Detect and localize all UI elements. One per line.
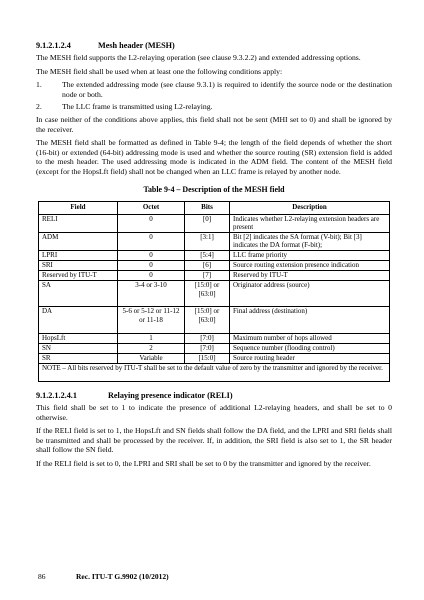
list-item-number: 2.: [36, 102, 42, 112]
table-row: [39, 260, 390, 270]
cell-octet: 1: [118, 333, 185, 343]
cell-bits: [0]: [185, 214, 230, 232]
cell-field: SR: [39, 353, 118, 363]
paragraph-1: The MESH field supports the L2-relaying operation (see clause 9.3.2.2) and extended addressing options.: [36, 53, 361, 62]
cell-description: Source routing extension presence indication: [230, 260, 390, 270]
header-field: Field: [39, 201, 118, 214]
paragraph-2: The MESH field shall be used when at least one the following conditions apply:: [36, 66, 283, 76]
cell-bits: [15:0] or [63:0]: [185, 280, 230, 306]
table-note: NOTE – All bits reserved by ITU-T shall be set to the default value of zero by the transmitter and ignored by the receiver.: [39, 363, 390, 381]
table-row: [39, 333, 390, 343]
document-page: [36, 40, 392, 472]
cell-description: Source routing header: [230, 353, 390, 363]
cell-bits: [6]: [185, 260, 230, 270]
list-item: [36, 102, 392, 112]
header-bits: Bits: [185, 201, 230, 214]
cell-octet: 0: [118, 250, 185, 260]
table-header-row: [39, 201, 390, 214]
sub-paragraph-1: This field shall be set to 1 to indicate the presence of additional L2-relaying headers, and shall be set to 0 otherwise.: [36, 402, 392, 422]
section-heading: [36, 40, 392, 51]
table-row: [39, 270, 390, 280]
cell-field: SN: [39, 343, 118, 353]
table-title: Table 9-4 – Description of the MESH field: [143, 184, 285, 194]
page-number: 86: [38, 572, 46, 581]
section-number: 9.1.2.1.2.4: [36, 41, 71, 50]
cell-description: Sequence number (flooding control): [230, 343, 390, 353]
cell-description: LLC frame priority: [230, 250, 390, 260]
cell-bits: [7:0]: [185, 343, 230, 353]
header-octet: Octet: [118, 201, 185, 214]
cell-field: RELI: [39, 214, 118, 232]
footer-reference: Rec. ITU-T G.9902 (10/2012): [76, 572, 169, 581]
cell-bits: [15:0]: [185, 353, 230, 363]
sub-paragraph-2: If the RELI field is set to 1, the HopsLft and SN fields shall follow the DA field, and the LPRI and SRI fields shall be transmitted and shall be processed by the receiver. If, in addition, the SRI field is also set to 1, the SR header shall follow the SN field.: [36, 426, 392, 455]
subsection-number: 9.1.2.1.2.4.1: [36, 390, 77, 400]
cell-field: HopsLft: [39, 333, 118, 343]
cell-field: ADM: [39, 232, 118, 250]
cell-octet: 0: [118, 260, 185, 270]
paragraph-3: In case neither of the conditions above applies, this field shall not be sent (MHI set to 0) and shall be ignored by the receiver.: [36, 114, 392, 134]
table-row: [39, 232, 390, 250]
table-row: [39, 250, 390, 260]
cell-bits: [15:0] or [63:0]: [185, 306, 230, 333]
cell-field: LPRI: [39, 250, 118, 260]
section-title: Mesh header (MESH): [98, 41, 175, 50]
cell-octet: 3-4 or 3-10: [118, 280, 185, 306]
cell-description: Indicates whether L2-relaying extension headers are present: [230, 214, 390, 232]
table-row: [39, 306, 390, 333]
cell-bits: [7]: [185, 270, 230, 280]
cell-octet: 5-6 or 5-12 or 11-12 or 11-18: [118, 306, 185, 333]
list-item-number: 1.: [36, 80, 42, 90]
cell-description: Reserved by ITU-T: [230, 270, 390, 280]
table-row: [39, 353, 390, 363]
table-row: [39, 214, 390, 232]
cell-octet: 0: [118, 214, 185, 232]
list-item-text: The extended addressing mode (see clause 9.3.1) is required to identify the source node or the destination node or both.: [62, 80, 392, 99]
cell-octet: 0: [118, 232, 185, 250]
cell-bits: [3:1]: [185, 232, 230, 250]
subsection-heading: [36, 390, 392, 401]
paragraph-4: The MESH field shall be formatted as defined in Table 9-4; the length of the field depends of whether the short (16-bit) or extended (64-bit) addressing mode is used and whether the source routing (SR) extension field is added to the mesh header. The used addressing mode is indicated in the ADM field. The content of the MESH field (except for the HopsLft field) shall not be changed when an LLC frame is relayed by another node.: [36, 138, 392, 176]
cell-octet: Variable: [118, 353, 185, 363]
table-row: [39, 343, 390, 353]
cell-field: SRI: [39, 260, 118, 270]
list-item: [36, 80, 392, 99]
table-note-row: [39, 363, 390, 381]
cell-field: SA: [39, 280, 118, 306]
cell-bits: [5:4]: [185, 250, 230, 260]
cell-field: Reserved by ITU-T: [39, 270, 118, 280]
list-item-text: The LLC frame is transmitted using L2-relaying.: [62, 102, 213, 112]
cell-field: DA: [39, 306, 118, 333]
cell-octet: 2: [118, 343, 185, 353]
subsection-title: Relaying presence indicator (RELI): [108, 390, 233, 400]
cell-description: Final address (destination): [230, 306, 390, 333]
cell-octet: 0: [118, 270, 185, 280]
cell-description: Originator address (source): [230, 280, 390, 306]
cell-bits: [7:0]: [185, 333, 230, 343]
mesh-field-table: [38, 201, 390, 382]
header-description: Description: [230, 201, 390, 214]
sub-paragraph-3: If the RELI field is set to 0, the LPRI and SRI shall be set to 0 by the transmitter and ignored by the receiver.: [36, 458, 371, 468]
table-row: [39, 280, 390, 306]
page-footer: [38, 572, 169, 581]
cell-description: Maximum number of hops allowed: [230, 333, 390, 343]
cell-description: Bit [2] indicates the SA format (V-bit); Bit [3] indicates the DA format (F-bit);: [230, 232, 390, 250]
